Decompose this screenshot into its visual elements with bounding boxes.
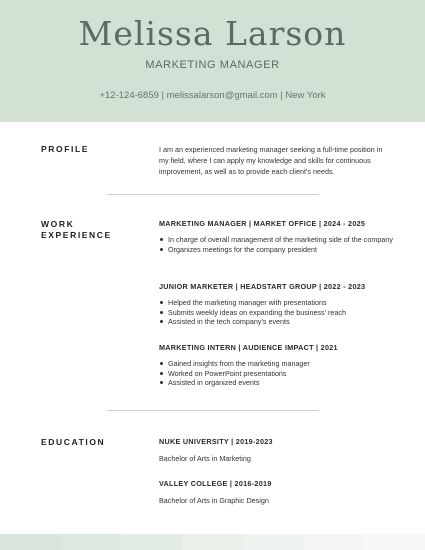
footer-band-segment [121,534,182,550]
job-bullet: Assisted in organized events [159,378,399,388]
job-bullet: Assisted in the tech company's events [159,317,399,327]
footer-band-segment [243,534,304,550]
profile-heading: PROFILE [41,144,90,154]
job-bullet: Organizes meetings for the company president [159,245,399,255]
experience-heading [41,219,112,241]
job-bullet: Helped the marketing manager with presentations [159,298,399,308]
job-title: MARKETING INTERN | AUDIENCE IMPACT | 2021 [159,343,338,352]
job-bullets [159,359,399,388]
job-bullet: Gained insights from the marketing manager [159,359,399,369]
education-heading: EDUCATION [41,437,106,447]
experience-heading-line2: EXPERIENCE [41,230,112,240]
job-entry [159,219,399,254]
section-divider [107,194,319,195]
degree: Bachelor of Arts in Marketing [159,454,251,463]
job-bullets [159,235,399,254]
job-title: MARKETING MANAGER | MARKET OFFICE | 2024 - 2025 [159,219,366,228]
footer-band-segment [61,534,122,550]
job-entry [159,282,399,327]
footer-color-band [0,534,425,550]
candidate-role: MARKETING MANAGER [145,59,280,71]
footer-band-segment [304,534,365,550]
job-bullets [159,298,399,327]
resume-header [0,0,425,122]
job-bullet: Worked on PowerPoint presentations [159,369,399,379]
contact-line: +12-124-6859 | melissalarson@gmail.com | New York [99,90,326,101]
job-bullet: In charge of overall management of the marketing side of the company [159,235,399,245]
school-title: NUKE UNIVERSITY | 2019-2023 [159,437,273,446]
job-title: JUNIOR MARKETER | HEADSTART GROUP | 2022 - 2023 [159,282,366,291]
degree: Bachelor of Arts in Graphic Design [159,496,269,505]
job-entry [159,343,399,388]
section-divider [107,410,319,411]
experience-heading-line1: WORK [41,219,75,229]
profile-text: I am an experienced marketing manager seeking a full-time position in my field, where I can apply my knowledge and skills for continuous improvement, as well as to provide each client's needs. [159,145,383,176]
candidate-name: Melissa Larson [78,14,347,53]
school-title: VALLEY COLLEGE | 2016-2019 [159,479,272,488]
education-entry [159,437,399,464]
footer-band-segment [0,534,61,550]
footer-band-segment [182,534,243,550]
job-bullet: Submits weekly ideas on expanding the business' reach [159,308,399,318]
education-entry [159,479,399,506]
footer-band-segment [364,534,425,550]
